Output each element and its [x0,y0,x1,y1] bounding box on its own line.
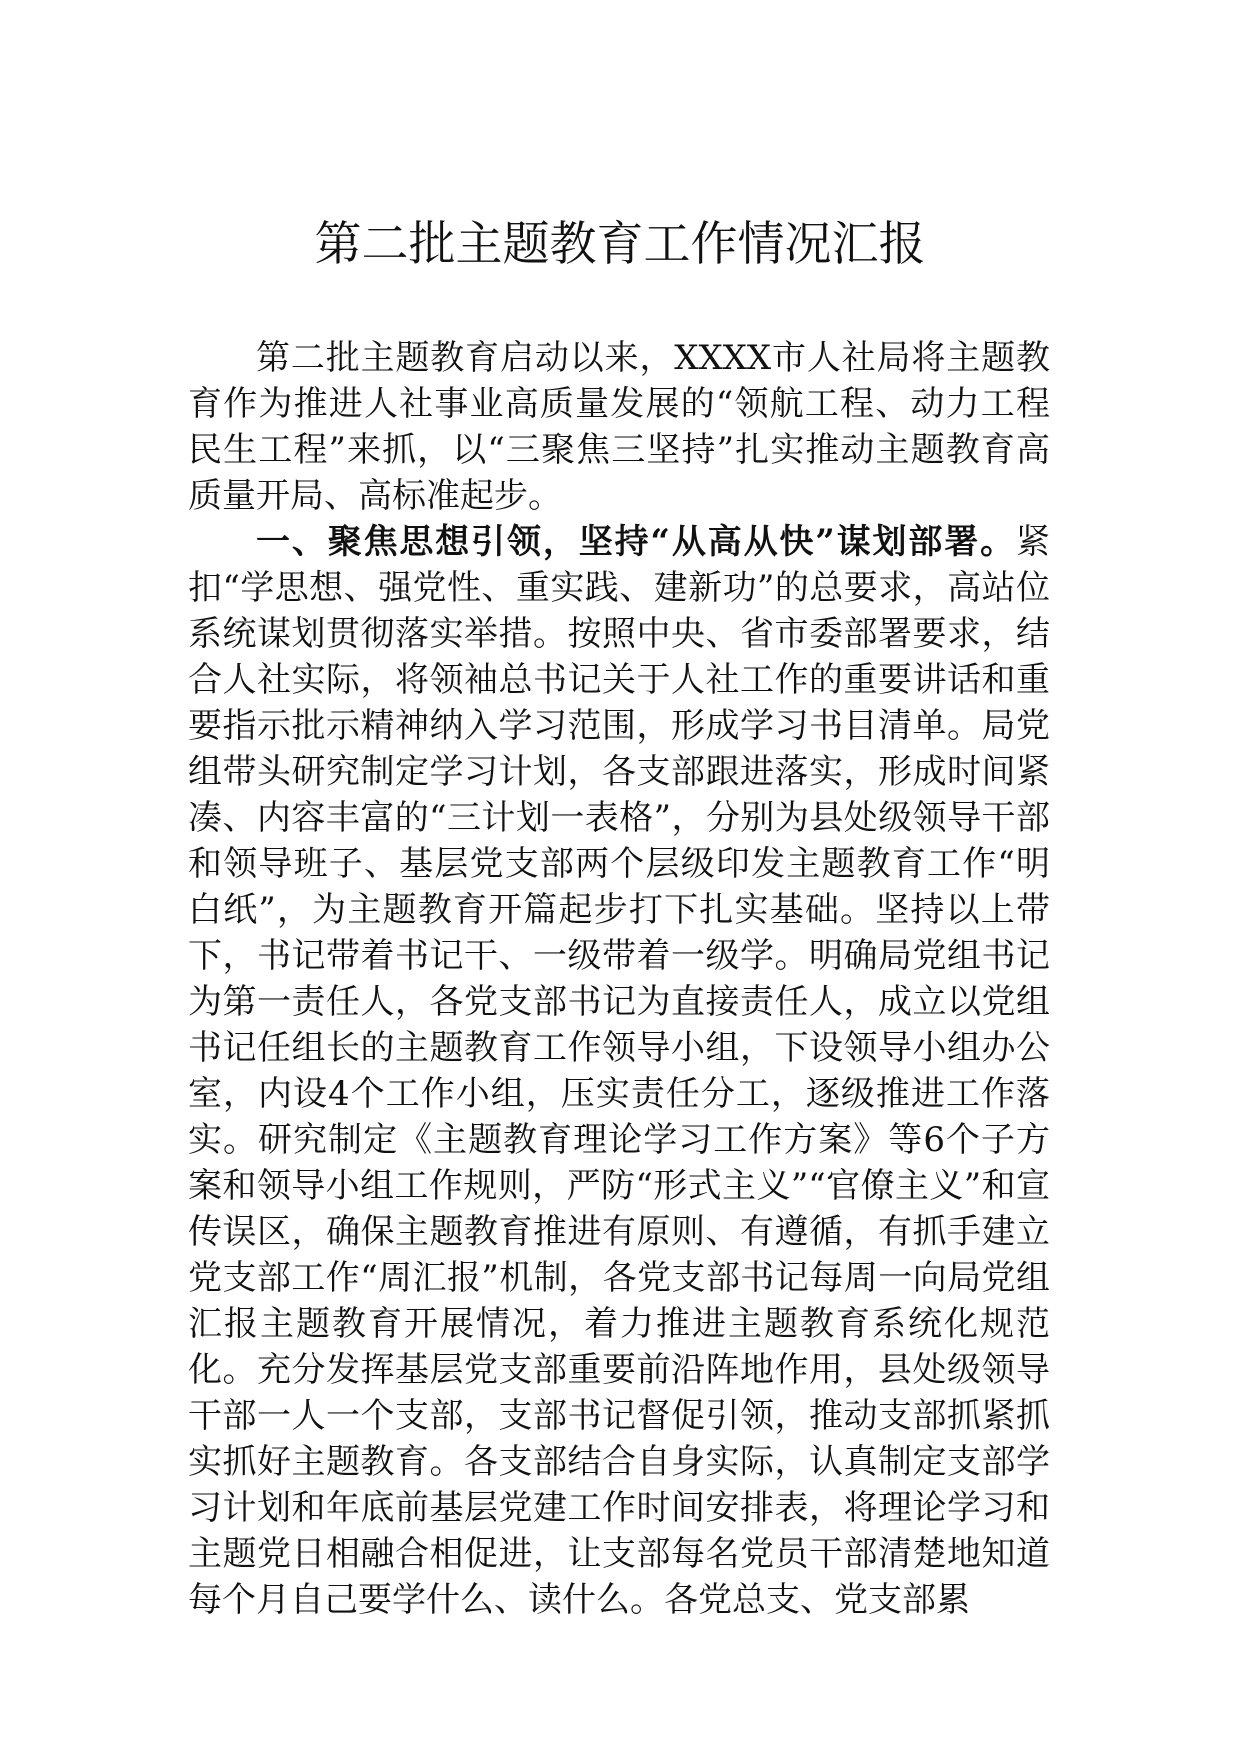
section-1-text: 紧扣“学思想、强党性、重实践、建新功”的总要求，高站位系统谋划贯彻落实举措。按照中央、省市委部署要求，结合人社实际，将领袖总书记关于人社工作的重要讲话和重要指示批示精神纳入学习范围，形成学习书目清单。局党组带头研究制定学习计划，各支部跟进落实，形成时间紧凑、内容丰富的“三计划一表格”，分别为县处级领导干部和领导班子、基层党支部两个层级印发主题教育工作“明白纸”，为主题教育开篇起步打下扎实基础。坚持以上带下，书记带着书记干、一级带着一级学。明确局党组书记为第一责任人，各党支部书记为直接责任人，成立以党组书记任组长的主题教育工作领导小组，下设领导小组办公室，内设4个工作小组，压实责任分工，逐级推进工作落实。研究制定《主题教育理论学习工作方案》等6个子方案和领导小组工作规则，严防“形式主义”“官僚主义”和宣传误区，确保主题教育推进有原则、有遵循，有抓手建立党支部工作“周汇报”机制，各党支部书记每周一向局党组汇报主题教育开展情况，着力推进主题教育系统化规范化。充分发挥基层党支部重要前沿阵地作用，县处级领导干部一人一个支部，支部书记督促引领，推动支部抓紧抓实抓好主题教育。各支部结合自身实际，认真制定支部学习计划和年底前基层党建工作时间安排表，将理论学习和主题党日相融合相促进，让支部每名党员干部清楚地知道每个月自己要学什么、读什么。各党总支、党支部累 [188,522,1050,1620]
intro-paragraph: 第二批主题教育启动以来，XXXX市人社局将主题教育作为推进人社事业高质量发展的“领航工程、动力工程民生工程”来抓，以“三聚焦三坚持”扎实推动主题教育高质量开局、高标准起步。 [188,338,1050,516]
document-title: 第二批主题教育工作情况汇报 [314,217,926,272]
section-1-heading: 一、聚焦思想引领，坚持“从高从快”谋划部署。 [256,522,1016,562]
document-body [188,335,1050,1623]
section-1-paragraph [188,519,1050,1623]
